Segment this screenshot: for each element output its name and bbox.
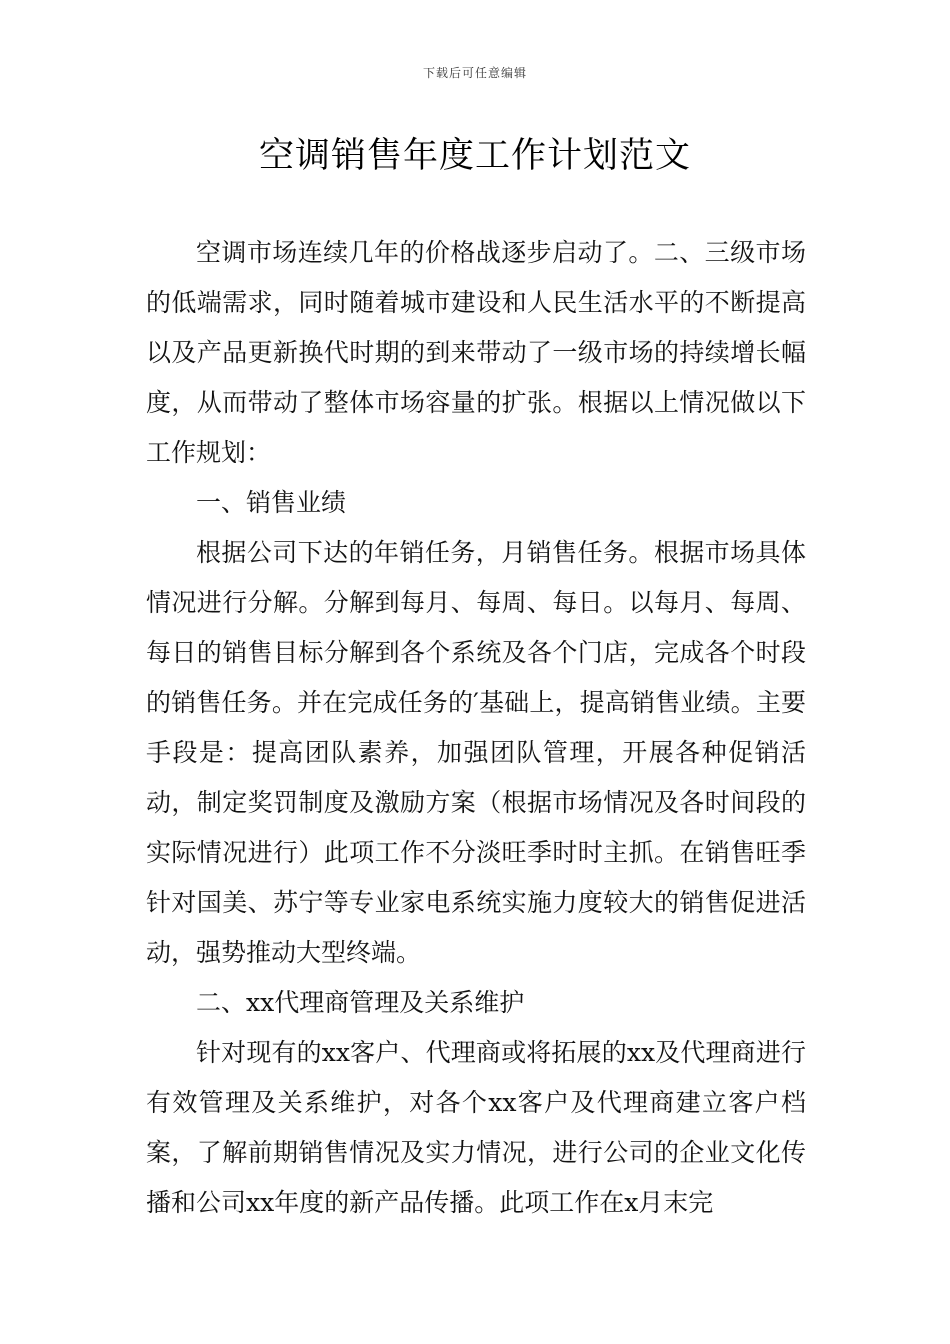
section-heading-agent-management: 二、xx代理商管理及关系维护	[196, 988, 525, 1017]
agent-management-paragraph: 针对现有的xx客户、代理商或将拓展的xx及代理商进行有效管理及关系维护，对各个xx客户及代理商建立客户档案，了解前期销售情况及实力情况，进行公司的企业文化传播和公司xx年度的新产品传播。此项工作在x月末完	[146, 1038, 806, 1217]
document-title: 空调销售年度工作计划范文	[258, 136, 691, 176]
section-heading-sales-performance: 一、销售业绩	[196, 488, 347, 517]
intro-paragraph: 空调市场连续几年的价格战逐步启动了。二、三级市场的低端需求，同时随着城市建设和人民生活水平的不断提高以及产品更新换代时期的到来带动了一级市场的持续增长幅度，从而带动了整体市场容量的扩张。根据以上情况做以下工作规划：	[146, 238, 806, 467]
sales-performance-paragraph: 根据公司下达的年销任务，月销售任务。根据市场具体情况进行分解。分解到每月、每周、每日。以每月、每周、每日的销售目标分解到各个系统及各个门店，完成各个时段的销售任务。并在完成任务的′基础上，提高销售业绩。主要手段是：提高团队素养，加强团队管理，开展各种促销活动，制定奖罚制度及激励方案（根据市场情况及各时间段的实际情况进行）此项工作不分淡旺季时时主抓。在销售旺季针对国美、苏宁等专业家电系统实施力度较大的销售促进活动，强势推动大型终端。	[146, 538, 806, 967]
document-body	[146, 228, 806, 1228]
page-header-note: 下载后可任意编辑	[422, 66, 527, 80]
